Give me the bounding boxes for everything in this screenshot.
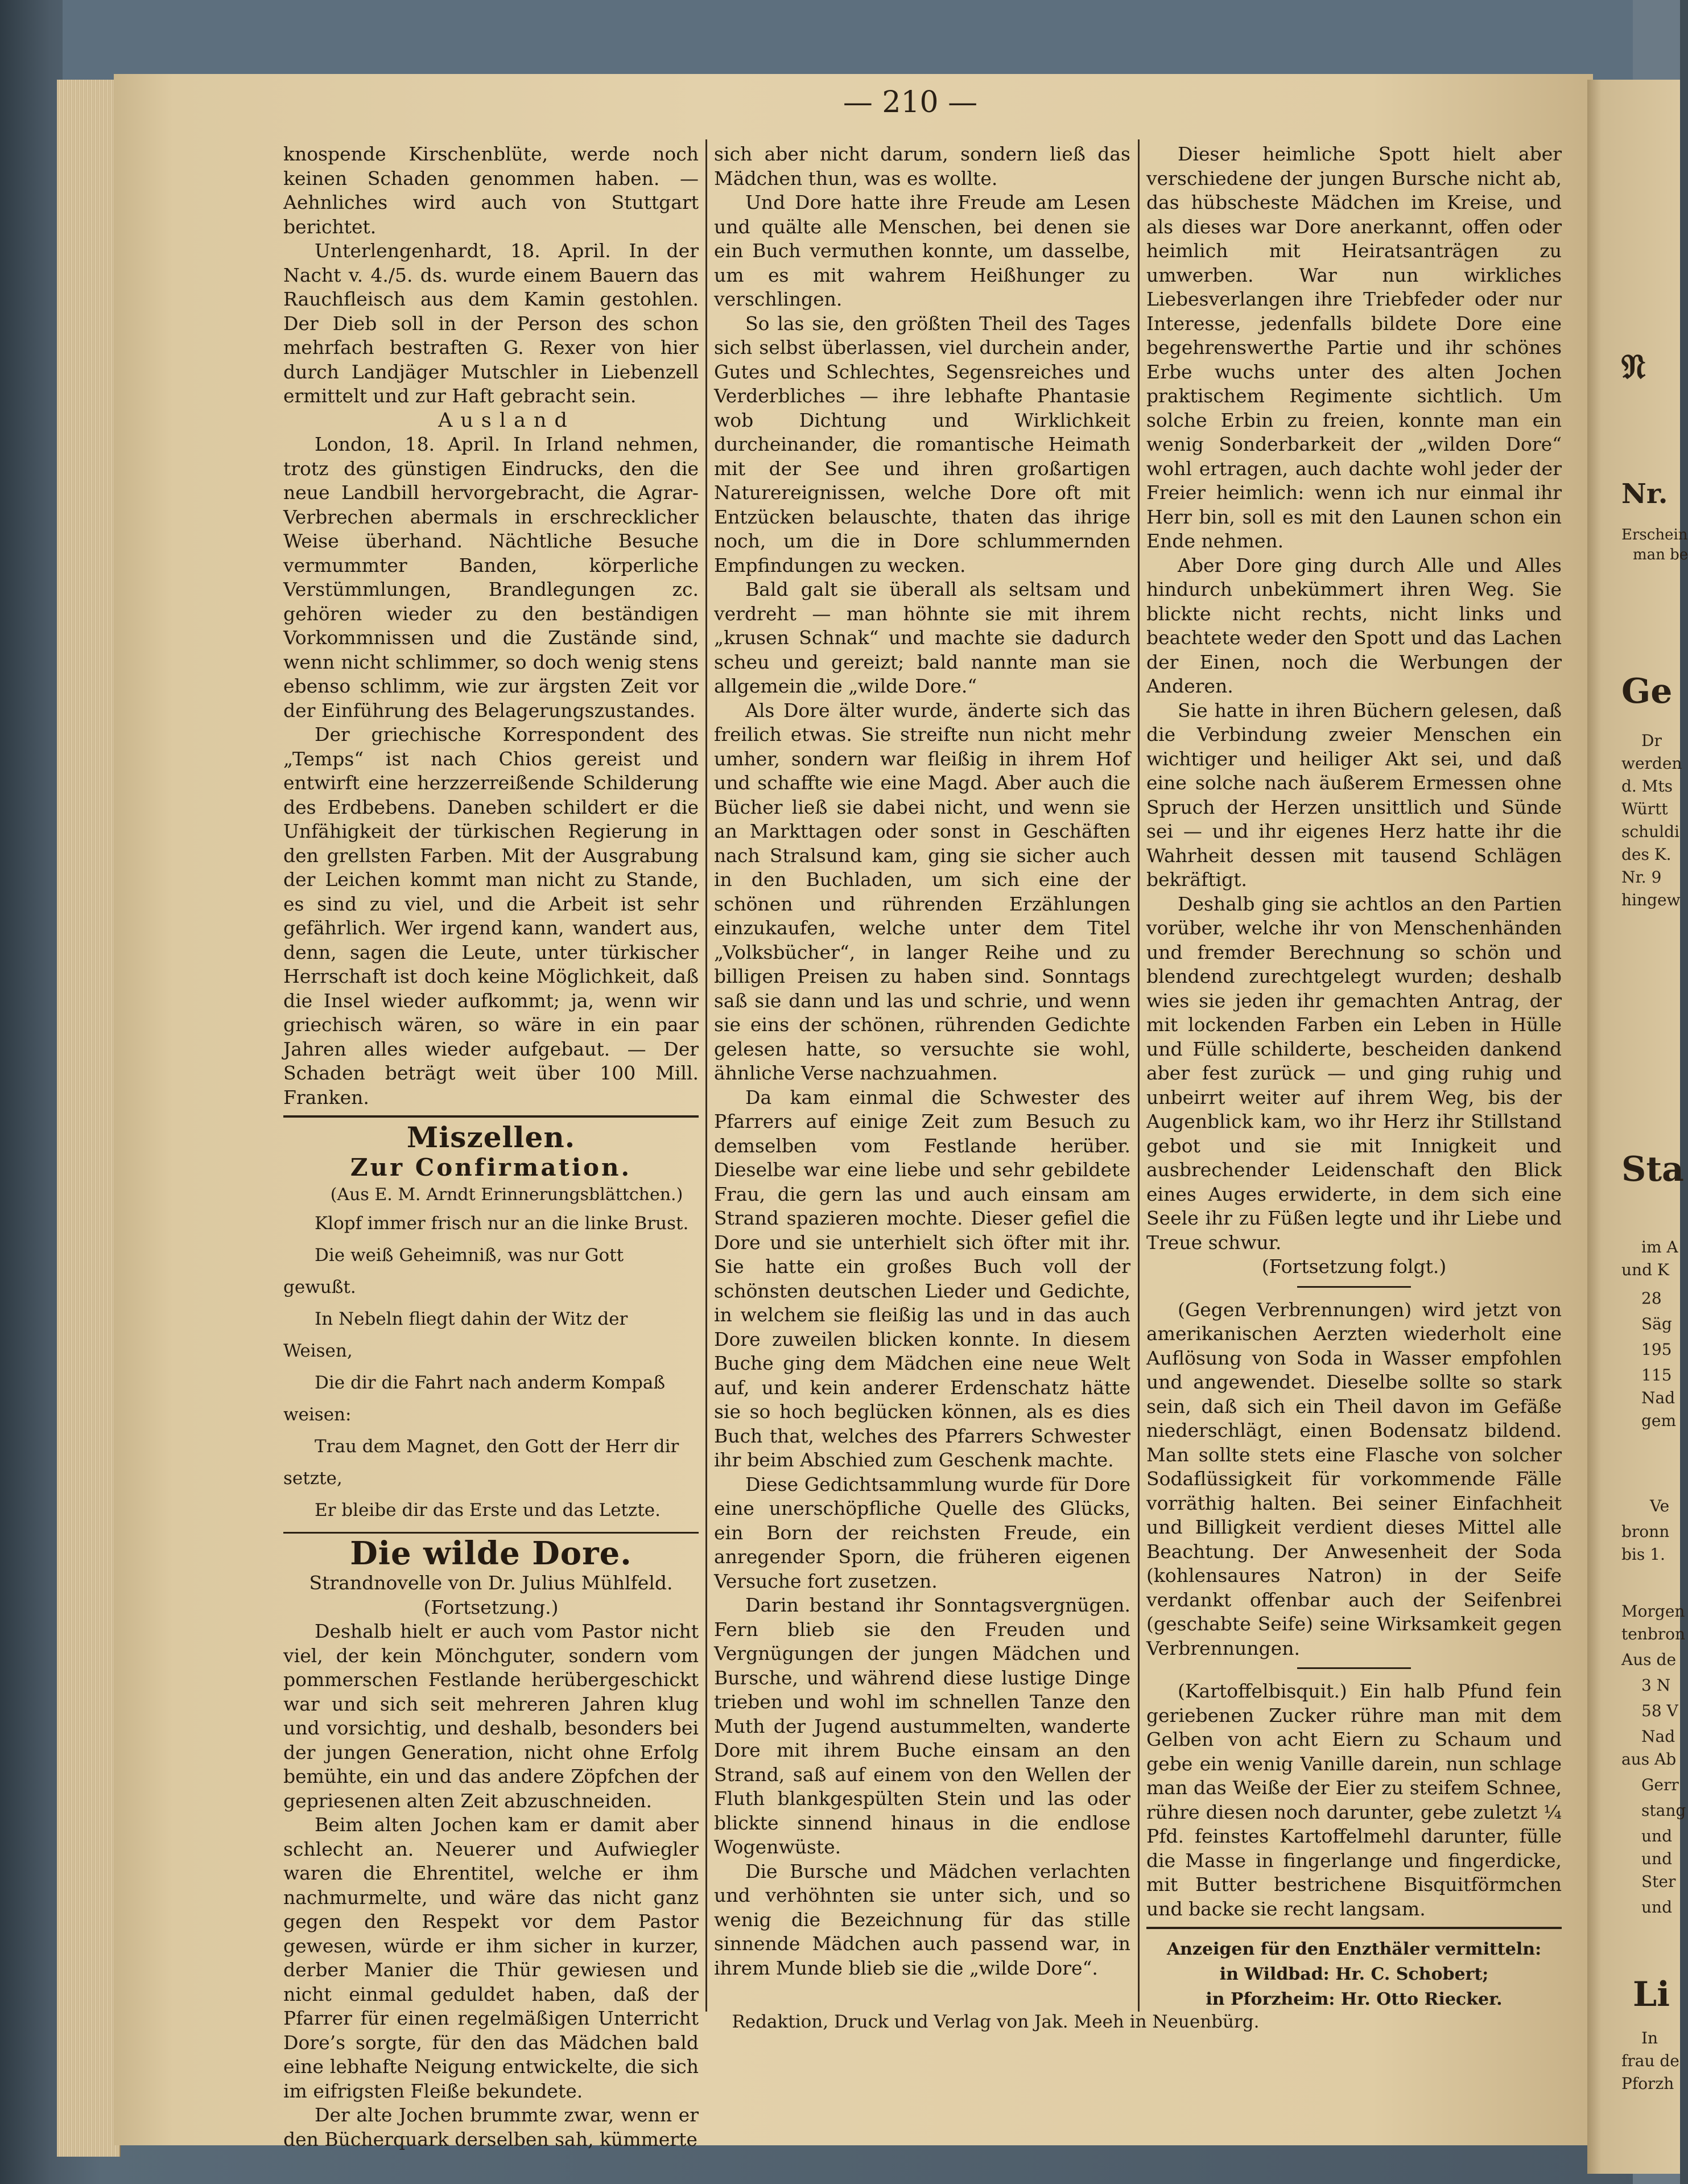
np-line: im A xyxy=(1641,1238,1678,1256)
article-text: Der griechische Korrespondent des „Temps“ ist nach Chios gereist und entwirft eine herzzerreißende Schilderung des Erdbebens. Daneben schildert er die Unfähigkeit der türkischen Regierung in den grellsten Farben. Mit der Ausgrabung der Leichen kommt man nicht zu Stande, es sind zu viel, und die Arbeit ist sehr gefährlich. Wer irgend kann, wandert aus, denn, sagen die Leute, unter türkischer Herrschaft ist doch keine Möglichkeit, daß die Insel wieder aufkommt; ja, wenn wir griechisch wären, so wäre in ein paar Jahren alles wieder aufgebaut. — Der Schaden beträgt weit über 100 Mill. Franken. xyxy=(283,723,699,1109)
story-title: Die wilde Dore. xyxy=(350,1534,632,1572)
ads-line: in Wildbad: Hr. C. Schobert; xyxy=(1219,1964,1489,1984)
poem-source: (Aus E. M. Arndt Erinnerungsblättchen.) xyxy=(330,1185,683,1205)
np-line: 115 xyxy=(1641,1366,1672,1384)
column-divider xyxy=(1138,139,1140,2012)
poem xyxy=(283,1208,699,1526)
column-1 xyxy=(283,142,699,2152)
article-text: (Gegen Verbrennungen) wird jetzt von amerikanischen Aerzten wiederholt eine Auflösung von Soda in Wasser empfohlen und angewendet. Dieselbe sollte so stark sein, daß sich ein Theil davon im Gefäße niederschlägt, einen Bodensatz bildend. Man sollte stets eine Flasche von solcher Sodaflüssigkeit für vorkommende Fälle vorräthig halten. Bei seiner Einfachheit und Billigkeit verdient dieses Mittel alle Beachtung. Der Anwesenheit der Soda (kohlensaures Natron) in der Seife verdankt offenbar auch der Seifenbrei (geschabte Seife) seine Wirksamkeit gegen Verbrennungen. xyxy=(1146,1298,1562,1659)
ads-title: Anzeigen für den Enzthäler vermitteln: xyxy=(1166,1939,1542,1959)
imprint: Redaktion, Druck und Verlag von Jak. Meeh in Neuenbürg. xyxy=(732,2012,1260,2032)
story-text: Die Bursche und Mädchen verlachten und verhöhnten sie unter sich, und so wenig die Bezeichnung für das stille sinnende Mädchen auch passend war, in ihrem Munde blieb sie die „wilde Dore“. xyxy=(714,1860,1130,1979)
section-rule xyxy=(1146,1927,1562,1929)
np-line: werden xyxy=(1621,754,1682,773)
poem-line: Er bleibe dir das Erste und das Letzte. xyxy=(315,1499,661,1520)
np-line: stang xyxy=(1641,1801,1686,1820)
ads-line: in Pforzheim: Hr. Otto Riecker. xyxy=(1206,1989,1503,2009)
np-line: 28 xyxy=(1641,1289,1662,1308)
np-line: und xyxy=(1641,1898,1672,1917)
story-subtitle: Strandnovelle von Dr. Julius Mühlfeld. xyxy=(309,1572,673,1594)
np-line: Ve xyxy=(1650,1497,1670,1515)
np-line: Pforzh xyxy=(1621,2074,1674,2093)
poem-line: Die weiß Geheimniß, was nur Gott gewußt. xyxy=(283,1245,624,1297)
np-line: Nad xyxy=(1641,1388,1675,1407)
np-line: Aus de xyxy=(1621,1650,1677,1669)
poem-line: Klopf immer frisch nur an die linke Brust. xyxy=(315,1213,689,1234)
column-3 xyxy=(1146,142,1562,2012)
poem-line: Die dir die Fahrt nach anderm Kompaß weisen: xyxy=(283,1372,666,1425)
story-continuation: (Fortsetzung.) xyxy=(423,1596,559,1618)
column-divider xyxy=(705,139,707,2012)
np-line: Nad xyxy=(1641,1727,1675,1746)
ads-box xyxy=(1146,1937,1562,2012)
story-text: Deshalb hielt er auch vom Pastor nicht viel, der kein Mönchguter, sondern vom pommerschen Festlande herübergeschickt war und sich seit mehreren Jahren klug und vorsichtig, und deshalb, besonders bei der jungen Generation, nicht ohne Erfolg bemühte, ein und das andere Zöpfchen der gepriesenen alten Zeit abzuschneiden. xyxy=(283,1620,699,1812)
np-line: tenbron xyxy=(1621,1625,1686,1643)
np-line: des K. xyxy=(1621,845,1672,864)
to-be-continued: (Fortsetzung folgt.) xyxy=(1261,1255,1447,1278)
np-line: bronn xyxy=(1621,1522,1670,1541)
story-text: Beim alten Jochen kam er damit aber schlecht an. Neuerer und Aufwiegler waren die Ehrentitel, welche er ihm nachmurmelte, und wäre das nicht ganz gegen den Respekt vor dem Pastor gewesen, würde er ihm sicher in kurzer, derber Manier die Thür gewiesen und nicht einmal geduldet haben, daß der Pfarrer für einen regelmäßigen Unterricht Dore’s sorgte, für den das Mädchen bald eine lebhafte Neigung entwickelte, die sich im eifrigsten Fleiße bekundete. xyxy=(283,1814,699,2102)
np-line: Säg xyxy=(1641,1314,1672,1333)
np-line: gem xyxy=(1641,1411,1677,1430)
np-line: d. Mts xyxy=(1621,777,1673,796)
section-rule xyxy=(283,1532,699,1534)
np-header-fragment: 𝔑 xyxy=(1621,347,1646,387)
np-heading: Ge xyxy=(1621,671,1673,711)
article-text: London, 18. April. In Irland nehmen, trotz des günstigen Eindrucks, den die neue Landbill hervorgebracht, die Agrar-Verbrechen abermals in erschrecklicher Weise überhand. Nächtliche Besuche vermummter Banden, körperliche Verstümmlungen, Brandlegungen zc. gehören wieder zu den beständigen Vorkommnissen und die Zustände sind, wenn nicht schlimmer, so doch wenig stens ebenso schlimm, wie zur ärgsten Zeit vor der Einführung des Belagerungszustandes. xyxy=(283,433,699,722)
story-text: Aber Dore ging durch Alle und Alles hindurch unbekümmert ihren Weg. Sie blickte nicht rechts, nicht links und beachtete weder den Spott und das Lachen der Einen, noch die Werbungen der Anderen. xyxy=(1146,554,1562,697)
np-line: Gerr xyxy=(1641,1775,1679,1794)
np-line: frau de xyxy=(1621,2051,1679,2070)
section-rule xyxy=(1297,1667,1411,1669)
story-text: sich aber nicht darum, sondern ließ das Mädchen thun, was es wollte. xyxy=(714,143,1130,189)
next-page-fragment xyxy=(1587,80,1688,2174)
np-line: Ster xyxy=(1641,1872,1676,1891)
np-line: Dr xyxy=(1641,731,1662,750)
story-text: Der alte Jochen brummte zwar, wenn er den Bücherquark derselben sah, kümmerte xyxy=(283,2104,699,2150)
np-heading: Li xyxy=(1633,1975,1670,2014)
article-text: Unterlengenhardt, 18. April. In der Nacht v. 4./5. ds. wurde einem Bauern das Rauchfleisch aus dem Kamin gestohlen. Der Dieb soll in der Person des schon mehrfach bestraften G. Rexer von hier durch Landjäger Mutschler in Liebenzell ermittelt und zur Haft gebracht sein. xyxy=(283,240,699,407)
poem-line: In Nebeln fliegt dahin der Witz der Weisen, xyxy=(283,1308,628,1361)
section-heading-ausland: Ausland xyxy=(438,409,575,432)
cover-top-edge xyxy=(63,0,1680,85)
np-line: 195 xyxy=(1641,1340,1672,1359)
story-text: So las sie, den größten Theil des Tages sich selbst überlassen, viel durchein ander, Gutes und Schlechtes, Segensreiches und Verderbliches — ihre lebhafte Phantasie wob Dichtung und Wirklichkeit durcheinander, die romantische Heimath mit der See und ihren großartigen Naturereignissen, welche Dore oft mit Entzücken belauschte, thaten das ihrige noch, um die in Dore schlummernden Empfindungen zu wecken. xyxy=(714,312,1130,576)
np-line: Morgen xyxy=(1621,1602,1685,1621)
column-2 xyxy=(714,142,1130,1980)
np-line: 58 V xyxy=(1641,1701,1678,1720)
section-rule xyxy=(1297,1286,1411,1288)
story-text: Sie hatte in ihren Büchern gelesen, daß die Verbindung zweier Menschen ein wichtiger und heiliger Akt sei, und daß eine solche nach äußerem Ermessen ohne Spruch der Herzen unsittlich und Sünde sei — und ihr eigenes Herz hatte ihr die Wahrheit dessen mit tausend Schlägen bekräftigt. xyxy=(1146,699,1562,891)
np-line: und xyxy=(1641,1849,1672,1868)
np-issue-number: Nr. xyxy=(1621,478,1668,510)
poem-line: Trau dem Magnet, den Gott der Herr dir setzte, xyxy=(283,1436,679,1489)
np-line: bis 1. xyxy=(1621,1545,1665,1564)
story-text: Diese Gedichtsammlung wurde für Dore eine unerschöpfliche Quelle des Glücks, ein Born der reichsten Freude, ein anregender Sporn, die früheren eigenen Versuche fort zusetzen. xyxy=(714,1473,1130,1592)
np-line: Württ xyxy=(1621,800,1668,818)
poem-title: Zur Confirmation. xyxy=(350,1153,632,1181)
story-text: Darin bestand ihr Sonntagsvergnügen. Fern blieb sie den Freuden und Vergnügungen der jungen Mädchen und Bursche, und während diese lustige Dinge trieben und wohl im schnellen Tanze den Muth der Jugend austummelten, wanderte Dore mit ihrem Buche einsam an den Strand, saß auf einem von den Wellen der Fluth blankgespülten Stein und las oder blickte sinnend hinaus in die endlose Wogenwüste. xyxy=(714,1594,1130,1858)
story-text: Und Dore hatte ihre Freude am Lesen und quälte alle Menschen, bei denen sie ein Buch vermuthen konnte, um dasselbe, um es mit wahrem Heißhunger zu verschlingen. xyxy=(714,191,1130,310)
np-line: 3 N xyxy=(1641,1676,1671,1695)
article-text: knospende Kirschenblüte, werde noch keinen Schaden genommen haben. — Aehnliches wird auch von Stuttgart berichtet. xyxy=(283,143,699,238)
page-edges xyxy=(57,80,121,2157)
np-line: hingew xyxy=(1621,891,1681,909)
np-line: man be xyxy=(1633,546,1688,563)
np-line: und K xyxy=(1621,1260,1669,1279)
story-text: Dieser heimliche Spott hielt aber verschiedene der jungen Bursche nicht ab, das hübscheste Mädchen im Kreise, und als dieses war Dore anerkannt, offen oder heimlich mit Heiratsanträgen zu umwerben. War nun wirkliches Liebesverlangen ihre Triebfeder oder nur Interesse, jedenfalls bildete Dore eine begehrenswerthe Partie und ihr schönes Erbe wuchs unter des alten Jochen praktischem Regimente sichtlich. Um solche Erbin zu freien, konnte man ein wenig Sonderbarkeit der „wilden Dore“ wohl ertragen, auch dachte wohl jeder der Freier heimlich: wenn ich nur einmal ihr Herr bin, soll es mit den Launen schon ein Ende nehmen. xyxy=(1146,143,1562,552)
story-text: Da kam einmal die Schwester des Pfarrers auf einige Zeit zum Besuch zu demselben vom Festlande herüber. Dieselbe war eine liebe und sehr gebildete Frau, die gern las und auch einsam am Strand spazieren mochte. Dieser gefiel die Dore und sie unterhielt sich öfter mit ihr. Sie hatte ein großes Buch voll der schönsten deutschen Lieder und Gedichte, in welchem sie fleißig las und in das auch Dore zuweilen blicken konnte. In diesem Buche ging dem Mädchen eine neue Welt auf, und kein anderer Erdenschatz hätte sie so hoch beglücken können, als es dies Buch that, welches des Pfarrers Schwester ihr beim Abschied zum Geschenk machte. xyxy=(714,1086,1130,1471)
np-line: aus Ab xyxy=(1621,1750,1677,1769)
story-text: Als Dore älter wurde, änderte sich das freilich etwas. Sie streifte nun nicht mehr umher, sondern war fleißig in ihrem Hof und schaffte wie eine Magd. Aber auch die Bücher ließ sie dabei nicht, und wenn sie an Markttagen oder sonst in Geschäften nach Stralsund kam, ging sie sicher auch in den Buchladen, um sich eine der schönen und rührenden Erzählungen einzukaufen, welche unter dem Titel „Volksbücher“, in langer Reihe und zu billigen Preisen zu haben sind. Sonntags saß sie dann und las und schrie, und wenn sie eins der schönen, rührenden Gedichte gelesen hatte, so versuchte sie wohl, ähnliche Verse nachzuahmen. xyxy=(714,699,1130,1084)
section-rule xyxy=(283,1115,699,1118)
article-text: (Kartoffelbisquit.) Ein halb Pfund fein geriebenen Zucker rühre man mit dem Gelben von acht Eiern zu Schaum und gebe ein wenig Vanille darein, nun schlage man das Weiße der Eier zu steifem Schnee, rühre diesen noch darunter, gebe zuletzt ¼ Pfd. feinstes Kartoffelmehl darunter, fülle die Masse in fingerlange und fingerdicke, mit Butter bestrichene Bisquitförmchen und backe sie recht langsam. xyxy=(1146,1680,1562,1920)
np-line: und xyxy=(1641,1827,1672,1845)
np-line: In xyxy=(1641,2029,1658,2047)
np-line: schuldi xyxy=(1621,822,1679,841)
story-text: Bald galt sie überall als seltsam und verdreht — man höhnte sie mit ihrem „krusen Schnak“ und machte sie dadurch scheu und gereizt; bald nannte man sie allgemein die „wilde Dore.“ xyxy=(714,578,1130,697)
section-heading-miszellen: Miszellen. xyxy=(406,1120,576,1154)
np-heading: Sta xyxy=(1621,1149,1684,1189)
np-line: Nr. 9 xyxy=(1621,868,1662,887)
story-text: Deshalb ging sie achtlos an den Partien vorüber, welche ihr von Menschenhänden und fremder Berechnung so schön und blendend zurechtgelegt wurden; deshalb wies sie jeden ihr gemachten Antrag, der mit lockenden Farben ein Leben in Hülle und Fülle schilderte, bescheiden dankend aber fest zurück — und ging ruhig und unbeirrt weiter auf ihrem Weg, bis der Augenblick kam, wo ihr Herz ihr Stillstand gebot und sie mit Innigkeit und ausbrechender Leidenschaft den Blick eines Auges erwiderte, in dem sich eine Seele ihr zu Füßen legte und ihr Liebe und Treue schwur. xyxy=(1146,892,1562,1254)
np-line: Erschein xyxy=(1621,526,1688,543)
page-number: — 210 — xyxy=(843,85,978,119)
